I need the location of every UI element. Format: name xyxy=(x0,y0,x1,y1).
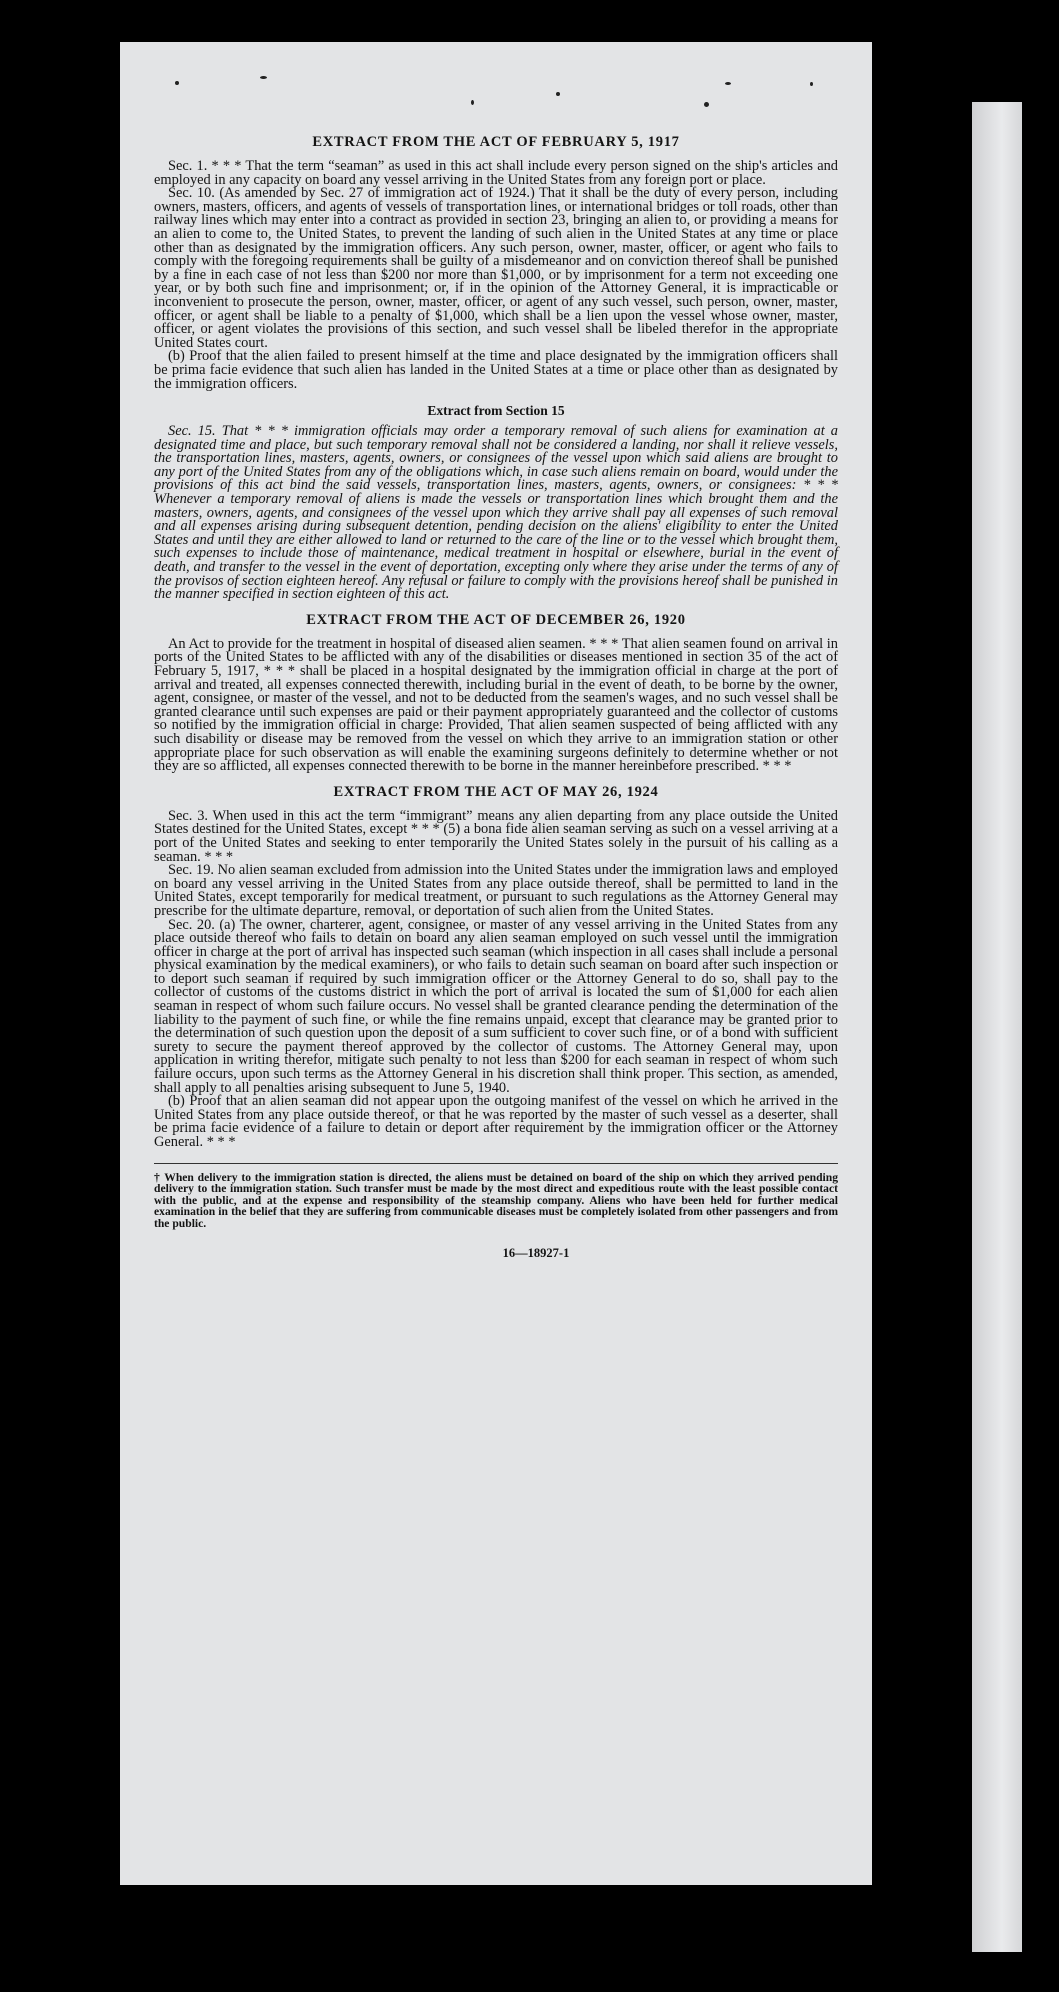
paragraph-sec20-1924: Sec. 20. (a) The owner, charterer, agent, consignee, or master of any vessel arriving in the United States from any place outside thereof who fails to detain on board any alien seaman employed on such vessel until the immigration officer in charge at the port of arrival has inspected such seaman (which inspection in all cases shall include a personal physical examination by the medical examiners), or who fails to detain such seaman on board after such inspection or to deport such seaman if required by such immigration officer or the Attorney General to do so, shall pay to the collector of customs of the customs district in which the port of arrival is located the sum of $1,000 for each alien seaman in respect of whom such failure occurs. No vessel shall be granted clearance pending the determination of the liability to the payment of such fine, or while the fine remains unpaid, except that clearance may be granted prior to the determination of such question upon the deposit of a sum sufficient to cover such fine, or of a bond with sufficient surety to secure the payment thereof approved by the collector of customs. The Attorney General may, upon application in writing therefor, mitigate such penalty to not less than $200 for each seaman in respect of whom such failure occurs, upon such terms as the Attorney General in his discretion shall think proper. This section, as amended, shall apply to all penalties arising subsequent to June 5, 1940. xyxy=(154,916,838,1096)
paragraph-sec19-1924: Sec. 19. No alien seaman excluded from admission into the United States under the immigration laws and employed on board any vessel arriving in the United States from any place outside thereof, shall be permitted to land in the United States, except temporarily for medical treatment, or pursuant to such regulations as the Attorney General may prescribe for the ultimate departure, removal, or deportation of such alien from the United States. xyxy=(154,862,838,919)
adjacent-paper-strip xyxy=(972,102,1022,1952)
document-page xyxy=(120,42,872,1885)
heading-act-1917: EXTRACT FROM THE ACT OF FEBRUARY 5, 1917 xyxy=(312,134,680,150)
paragraph-sec3-1924: Sec. 3. When used in this act the term “immigrant” means any alien departing from any place outside the United States destined for the United States, except * * * (5) a bona fide alien seaman serving as such on a vessel arriving at a port of the United States and seeking to enter temporarily the United States solely in the pursuit of his calling as a seaman. * * * xyxy=(154,807,838,865)
paragraph-sec1-1917: Sec. 1. * * * That the term “seaman” as used in this act shall include every person signed on the ship's articles and employed in any capacity on board any vessel arriving in the United States from any foreign port or place. xyxy=(154,158,838,188)
paragraph-sec15: Sec. 15. That * * * immigration officials may order a temporary removal of such aliens for examination at a designated time and place, but such temporary removal shall not be considered a landing, nor shall it relieve vessels, the transportation lines, masters, agents, owners, or consignees of the vessel upon which said aliens are brought to any port of the United States from any of the obligations which, in case such aliens remain on board, would under the provisions of this act bind the said vessels, transportation lines, masters, agents, owners, or consignees: * * * Whenever a temporary removal of aliens is made the vessels or transportation lines which brought them and the masters, owners, agents, and consignees of the vessel upon which they arrive shall pay all expenses of such removal and all expenses arising during subsequent detention, pending decision on the aliens' eligibility to enter the United States and until they are either allowed to land or returned to the care of the line or to the vessel which brought them, such expenses to include those of maintenance, medical treatment in hospital or elsewhere, burial in the event of death, and transfer to the vessel in the event of deportation, excepting only where they arise under the terms of any of the provisos of section eighteen hereof. Any refusal or failure to comply with the provisions hereof shall be punished in the manner specified in section eighteen of this act. xyxy=(154,423,838,603)
heading-section-15: Extract from Section 15 xyxy=(427,403,565,419)
paragraph-proof-1917: (b) Proof that the alien failed to present himself at the time and place designated by the immigration officers shall be prima facie evidence that such alien has landed in the United States at a time or place other than as designated by the immigration officers. xyxy=(154,348,838,392)
scan-speck xyxy=(725,82,731,85)
form-number: 16—18927-1 xyxy=(502,1245,570,1260)
footnote-divider xyxy=(154,1163,838,1164)
scan-speck xyxy=(704,102,709,107)
scan-speck xyxy=(556,92,560,96)
paragraph-sec10-1917: Sec. 10. (As amended by Sec. 27 of immigration act of 1924.) That it shall be the duty of every person, including owners, masters, officers, and agents of vessels of transportation lines, or international bridges or toll roads, other than railway lines which may enter into a contract as provided in section 23, bringing an alien to, or providing a means for an alien to come to, the United States, to prevent the landing of such alien in the United States at any time or place other than as designated by the immigration officers. Any such person, owner, master, officer, or agent who fails to comply with the foregoing requirements shall be guilty of a misdemeanor and on conviction thereof shall be punished by a fine in each case of not less than $200 nor more than $1,000, or by imprisonment for a term not exceeding one year, or by both such fine and imprisonment; or, if in the opinion of the Attorney General, it is impracticable or inconvenient to prosecute the person, owner, master, officer, or agent of any such vessel, such person, owner, master, officer, or agent shall be liable to a penalty of $1,000, which shall be a lien upon the vessel whose owner, master, officer, or agent violates the provisions of this section, and such vessel shall be libeled therefor in the appropriate United States court. xyxy=(154,185,838,351)
heading-act-1920: EXTRACT FROM THE ACT OF DECEMBER 26, 1920 xyxy=(306,611,686,628)
paragraph-proof-1924: (b) Proof that an alien seaman did not appear upon the outgoing manifest of the vessel on which he arrived in the United States from any place outside thereof, or that he was reported by the master of such vessel as a deserter, shall be prima facie evidence of a failure to detain or deport after requirement by the immigration officer or the Attorney General. * * * xyxy=(154,1093,838,1150)
scan-speck xyxy=(260,76,267,79)
scan-speck xyxy=(471,100,474,105)
heading-act-1924: EXTRACT FROM THE ACT OF MAY 26, 1924 xyxy=(333,783,659,800)
scan-speck xyxy=(810,82,813,86)
footnote: † When delivery to the immigration station is directed, the aliens must be detained on board of the ship on which they arrived pending delivery to the immigration station. Such transfer must be made by the most direct and expeditious route with the least possible contact with the public, and at the expense and responsibility of the steamship company. Aliens who have been held for further medical examination in the belief that they are suffering from communicable diseases must be completely isolated from other passengers and from the public. xyxy=(154,1170,838,1230)
paragraph-act-1920: An Act to provide for the treatment in hospital of diseased alien seamen. * * * That alien seamen found on arrival in ports of the United States to be afflicted with any of the disabilities or diseases mentioned in section 35 of the act of February 5, 1917, * * * shall be placed in a hospital designated by the immigration official in charge at the port of arrival and treated, all expenses connected therewith, including burial in the event of death, to be borne by the owner, agent, consignee, or master of the vessel, and not to be deducted from the seamen's wages, and no such vessel shall be granted clearance until such expenses are paid or their payment appropriately guaranteed and the collector of customs so notified by the immigration official in charge: Provided, That alien seamen suspected of being afflicted with any such disability or disease may be removed from the vessel on which they arrive to an immigration station or other appropriate place for such observation as will enable the examining surgeons definitely to determine whether or not they are so afflicted, all expenses connected therewith to be borne in the manner hereinbefore prescribed. * * * xyxy=(154,635,838,775)
scan-speck xyxy=(175,81,179,85)
